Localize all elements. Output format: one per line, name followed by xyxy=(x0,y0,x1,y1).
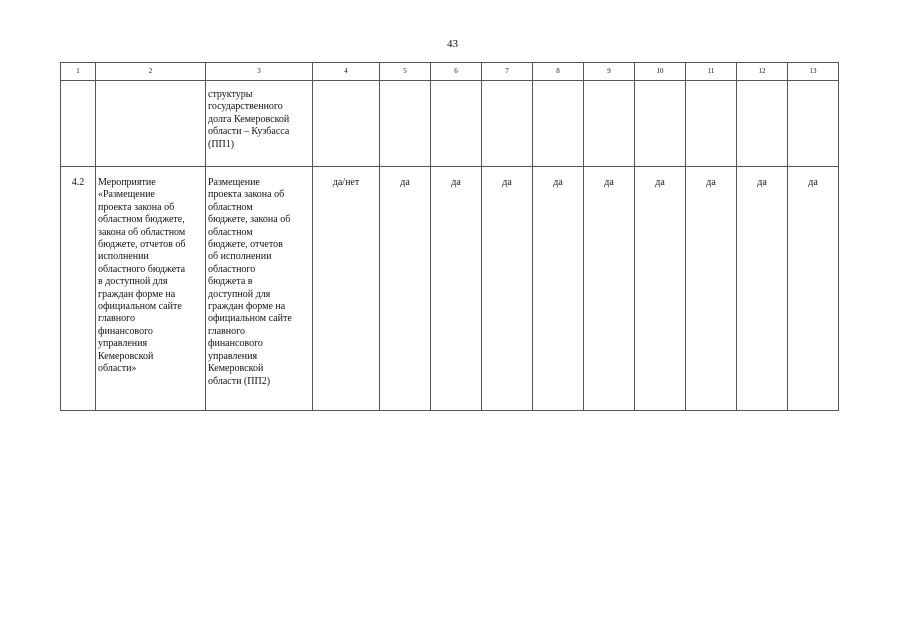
value-cell: да xyxy=(380,167,431,411)
column-number-cell: 8 xyxy=(533,63,584,81)
column-number-cell: 3 xyxy=(206,63,313,81)
value-cell xyxy=(737,81,788,167)
indicators-table xyxy=(60,62,839,411)
value-cell xyxy=(431,81,482,167)
column-number-cell: 10 xyxy=(635,63,686,81)
value-cell: да xyxy=(533,167,584,411)
row-number-cell: 4.2 xyxy=(61,167,96,411)
indicator-name-cell: Размещение проекта закона об областном бюджете, закона об областном бюджете, отчетов об исполнении областного бюджета в доступной для граждан форме на официальном сайте главного финансового управления Кемеровской области (ПП2) xyxy=(206,167,313,411)
value-cell: да xyxy=(584,167,635,411)
column-number-cell: 12 xyxy=(737,63,788,81)
value-cell xyxy=(635,81,686,167)
value-cell xyxy=(533,81,584,167)
measure-name-cell xyxy=(96,81,206,167)
value-cell: да xyxy=(788,167,839,411)
value-cell: да xyxy=(482,167,533,411)
value-cell: да xyxy=(737,167,788,411)
column-number-cell: 13 xyxy=(788,63,839,81)
table-row xyxy=(61,81,839,167)
column-number-cell: 9 xyxy=(584,63,635,81)
value-cell: да xyxy=(686,167,737,411)
column-number-cell: 4 xyxy=(313,63,380,81)
indicator-name-cell: структуры государственного долга Кемеровской области – Кузбасса (ПП1) xyxy=(206,81,313,167)
column-number-cell: 11 xyxy=(686,63,737,81)
value-cell: да xyxy=(431,167,482,411)
column-number-cell: 5 xyxy=(380,63,431,81)
value-cell xyxy=(788,81,839,167)
table-row xyxy=(61,167,839,411)
unit-cell: да/нет xyxy=(313,167,380,411)
value-cell: да xyxy=(635,167,686,411)
value-cell xyxy=(584,81,635,167)
unit-cell xyxy=(313,81,380,167)
column-number-cell: 2 xyxy=(96,63,206,81)
column-number-cell: 1 xyxy=(61,63,96,81)
column-number-cell: 7 xyxy=(482,63,533,81)
row-number-cell xyxy=(61,81,96,167)
column-number-row xyxy=(61,63,839,81)
measure-name-cell: Мероприятие «Размещение проекта закона об областном бюджете, закона об областном бюджете, отчетов об исполнении областного бюджета в доступной для граждан форме на официальном сайте главного финансового управления Кемеровской области» xyxy=(96,167,206,411)
value-cell xyxy=(380,81,431,167)
value-cell xyxy=(482,81,533,167)
column-number-cell: 6 xyxy=(431,63,482,81)
value-cell xyxy=(686,81,737,167)
page-number: 43 xyxy=(447,38,458,50)
